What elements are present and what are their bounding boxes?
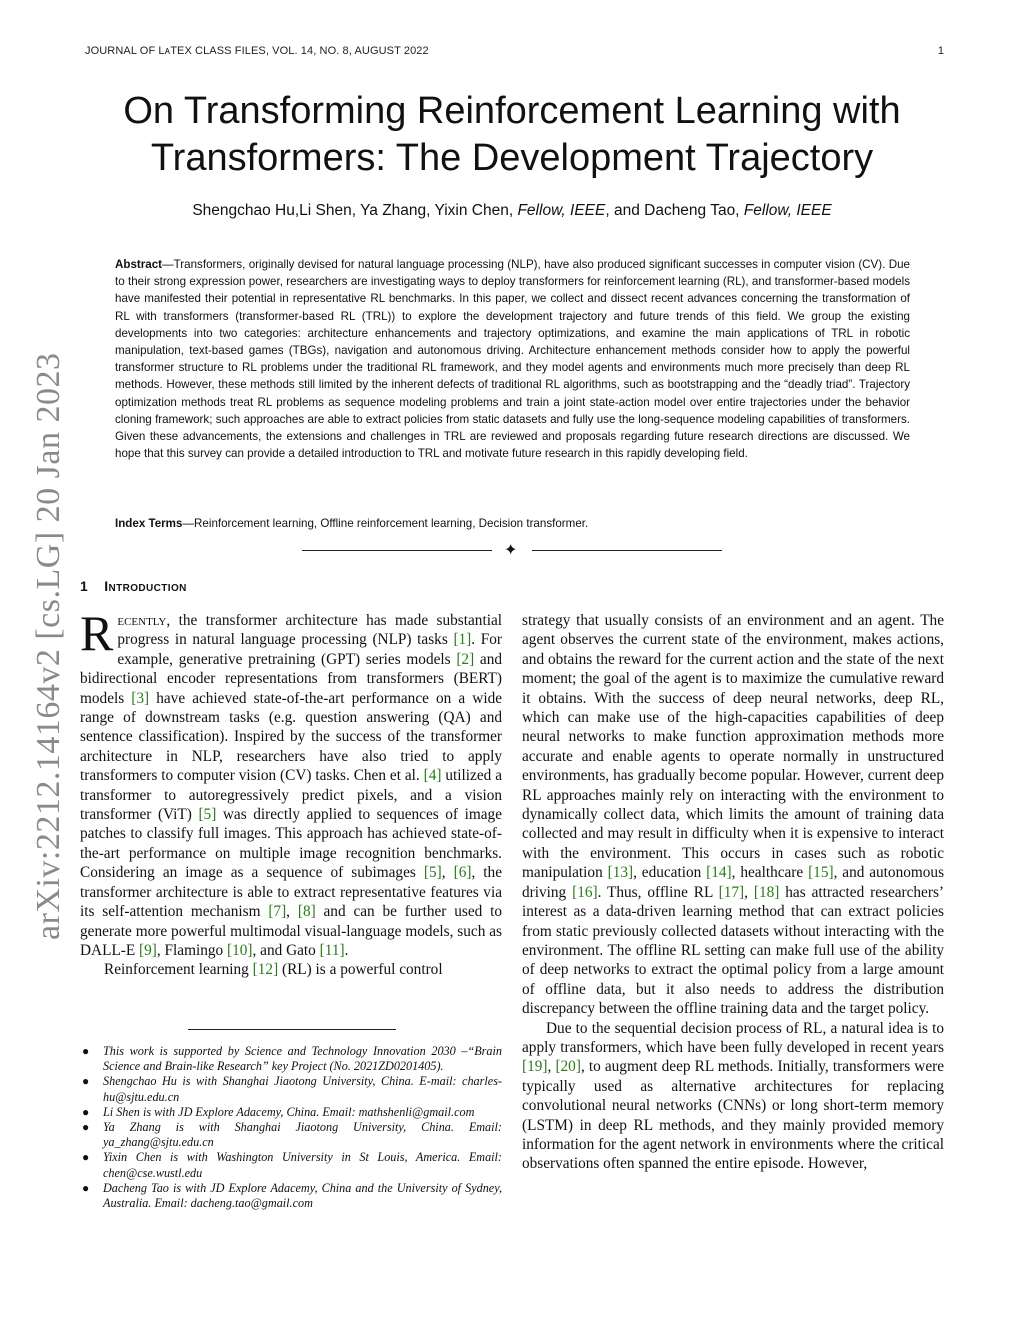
section-title: Introduction [104, 578, 187, 594]
paragraph-text: and can be further used to generate more powerful multimodal visual-language models, such as DALL-E [80, 903, 502, 959]
fellow-title-2: Fellow, IEEE [743, 202, 832, 219]
running-header: JOURNAL OF LᴀTEX CLASS FILES, VOL. 14, NO. 8, AUGUST 2022 [85, 45, 429, 57]
bullet-icon: ● [82, 1180, 90, 1195]
citation-link[interactable]: [1] [453, 631, 472, 649]
author-list [60, 202, 964, 220]
citation-link[interactable]: [12] [252, 961, 279, 979]
section-number: 1 [80, 578, 89, 594]
paragraph-text: , [286, 903, 298, 921]
citation-link[interactable]: [19] [522, 1058, 548, 1076]
citation-link[interactable]: [3] [131, 689, 150, 707]
bullet-icon: ● [82, 1074, 90, 1089]
abstract [115, 256, 910, 462]
separator-diamond-icon: ✦ [504, 540, 518, 559]
paragraph-text: , healthcare [731, 864, 809, 882]
citation-link[interactable]: [4] [423, 767, 442, 785]
paragraph-text: (RL) is a powerful control [278, 961, 443, 979]
footnotes [80, 1044, 502, 1211]
index-terms-label: Index Terms [115, 517, 183, 530]
separator-line-left [302, 550, 492, 551]
paragraph-text: , Flamingo [156, 941, 228, 959]
left-column [80, 605, 503, 980]
intro-paragraph-1 [80, 605, 503, 960]
bullet-icon: ● [82, 1044, 90, 1058]
citation-link[interactable]: [7] [268, 903, 287, 921]
footnote-item: ● Li Shen is with JD Explore Adacemy, China. Email: mathshenli@gmail.com [82, 1104, 475, 1119]
citation-link[interactable]: [5] [198, 806, 217, 824]
paragraph-text: . [344, 941, 349, 959]
citation-link[interactable]: [14] [706, 864, 732, 882]
citation-link[interactable]: [20] [555, 1058, 581, 1076]
authors-part-1: Shengchao Hu,Li Shen, Ya Zhang, Yixin Chen, [192, 202, 518, 219]
paragraph-text: , the transformer architecture is able to extract representative features via its self-attention mechanism [80, 864, 502, 921]
lead-word: ecently [117, 612, 167, 629]
paragraph-text: , education [633, 864, 707, 882]
citation-link[interactable]: [15] [808, 864, 834, 882]
citation-link[interactable]: [17] [718, 883, 745, 901]
citation-link[interactable]: [6] [453, 864, 472, 882]
intro-paragraph-3 [522, 611, 944, 1019]
citation-link[interactable]: [16] [572, 883, 598, 901]
fellow-title-1: Fellow, IEEE [517, 202, 606, 219]
page-number: 1 [937, 45, 944, 57]
paragraph-text: , and Gato [252, 941, 320, 959]
bullet-icon: ● [82, 1104, 90, 1119]
citation-link[interactable]: [10] [227, 941, 253, 959]
paragraph-text: Due to the sequential decision process of RL, a natural idea is to apply transformers, which have been fully developed in recent years [522, 1019, 944, 1056]
paragraph-text: and bidirectional encoder representations from transformers (BERT) models [80, 650, 502, 707]
paragraph-text: have achieved state-of-the-art performance on a wide range of downstream tasks (e.g. question answering (QA) and sentence classification). Inspired by the success of the transformer architecture in NLP, researchers have also tried to apply transformers to computer vision (CV) tasks. Chen et al. [80, 689, 503, 785]
paragraph-text: has attracted researchers’ interest as a data-driven learning method that can extract policies from static previously collected datasets without interacting with the environment. The offline RL setting can make full use of the ability of deep networks to extract the optimal policy from a large amount of offline data, but it also needs to address the distribution discrepancy between the offline training data and the target policy. [522, 883, 944, 1018]
drop-cap: R [80, 605, 114, 661]
citation-link[interactable]: [18] [753, 883, 780, 901]
paragraph-text: , the transformer architecture has made substantial progress in natural language processing (NLP) tasks [117, 612, 502, 649]
bullet-icon: ● [82, 1150, 90, 1165]
citation-link[interactable]: [5] [423, 864, 442, 882]
paragraph-text: was directly applied to sequences of image patches to classify full images. This approach has achieved state-of-the-art performance on multiple image recognition benchmarks. Considering an image as a sequence of subimages [80, 806, 502, 882]
abstract-label: Abstract [115, 258, 163, 271]
citation-link[interactable]: [2] [456, 650, 475, 668]
paragraph-text: , [547, 1058, 556, 1076]
intro-paragraph-2 [80, 960, 502, 979]
footnote-item: ● Shengchao Hu is with Shanghai Jiaotong University, China. E-mail: charles-hu@sjtu.edu.cn [82, 1074, 502, 1104]
paragraph-text: , to augment deep RL methods. Initially, transformers were typically used as alternative architectures for replacing convolutional neural networks (CNNs) or long short-term memory (LSTM) in deep RL methods, and they mainly provided memory information for the agent network in environments where the critical observations often spanned the entire episode. However, [522, 1058, 944, 1173]
paragraph-text: . For example, generative pretraining (GPT) series models [117, 631, 503, 668]
footnote-item: ● Dacheng Tao is with JD Explore Adacemy, China and the University of Sydney, Australia. Email: dacheng.tao@gmail.com [82, 1180, 502, 1211]
footnote-item: ● Yixin Chen is with Washington University in St Louis, America. Email: chen@cse.wustl.edu [82, 1150, 502, 1180]
paragraph-text: . Thus, offline RL [597, 883, 719, 901]
paper-title: On Transforming Reinforcement Learning with Transformers: The Development Trajectory [123, 90, 901, 179]
authors-part-2: , and Dacheng Tao, [605, 202, 744, 219]
paragraph-text: , [441, 864, 454, 882]
citation-link[interactable]: [9] [139, 941, 157, 959]
section-heading [80, 578, 187, 594]
bullet-icon: ● [82, 1120, 90, 1135]
citation-link[interactable]: [8] [297, 903, 316, 921]
paragraph-text: utilized a transformer to autoregressively predict pixels, and a vision transformer (ViT) [80, 767, 502, 824]
index-terms-text: —Reinforcement learning, Offline reinforcement learning, Decision transformer. [182, 517, 589, 530]
paragraph-text: , and autonomous driving [522, 864, 945, 901]
index-terms [115, 517, 910, 530]
footnote-item: ● This work is supported by Science and Technology Innovation 2030 –“Brain Science and Brain-like Research” key Project (No. 2021ZD0201405). [82, 1044, 502, 1074]
citation-link[interactable]: [11] [319, 941, 345, 959]
citation-link[interactable]: [13] [607, 864, 634, 882]
arxiv-stamp: arXiv:2212.14164v2 [cs.LG] 20 Jan 2023 [30, 352, 67, 940]
right-column [522, 611, 944, 1174]
paragraph-text: Reinforcement learning [104, 961, 253, 979]
intro-paragraph-4 [522, 1019, 944, 1174]
paragraph-text: , [744, 883, 754, 901]
footnote-rule [188, 1029, 396, 1030]
footnote-item: ● Ya Zhang is with Shanghai Jiaotong University, China. Email: ya_zhang@sjtu.edu.cn [82, 1120, 502, 1150]
abstract-text: —Transformers, originally devised for natural language processing (NLP), have also produced significant successes in computer vision (CV). Due to their strong expression power, researchers are investigating ways to deploy transformers for reinforcement learning (RL), and transformer-based models have manifested their potential in representative RL benchmarks. In this paper, we collect and dissect recent advances concerning the transformation of RL with transformers (transformer-based RL (TRL)) to explore the development trajectory and future trends of this field. We group the existing developments into two categories: architecture enhancements and trajectory optimizations, and examine the main applications of TRL in robotic manipulation, text-based games (TBGs), navigation and autonomous driving. Architecture enhancement methods consider how to apply the powerful transformer structure to RL problems under the traditional RL framework, and they model agents and environments much more precisely than deep RL methods. However, these methods still limited by the inherent defects of traditional RL algorithms, such as bootstrapping and the “deadly triad”. Trajectory optimization methods treat RL problems as sequence modeling problems and train a joint state-action model over entire trajectories under the behavior cloning framework; such approaches are able to extract policies from static datasets and fully use the long-sequence modeling capabilities of transformers. Given these advancements, the extensions and challenges in TRL are reviewed and proposals regarding future research directions are discussed. We hope that this survey can provide a detailed introduction to TRL and motivate future research in this rapidly developing field. [115, 258, 910, 461]
separator-line-right [532, 550, 722, 551]
paragraph-text: strategy that usually consists of an environment and an agent. The agent observes the current state of the environment, makes actions, and obtains the reward for the current action and the state of the next moment; the goal of the agent is to maximize the cumulative reward it obtains. With the success of deep neural networks, deep RL, which can make use of the high-capacities capabilities of deep neural networks to make function approximation methods more accurate and enable agents to operate normally in unstructured environments, has gradually become popular. However, current deep RL approaches mainly rely on interacting with the environment to dynamically collect data, which limits the amount of training data collected and may result in difficulty when it is expensive to interact with the environment. This occurs in cases such as robotic manipulation [522, 612, 944, 882]
